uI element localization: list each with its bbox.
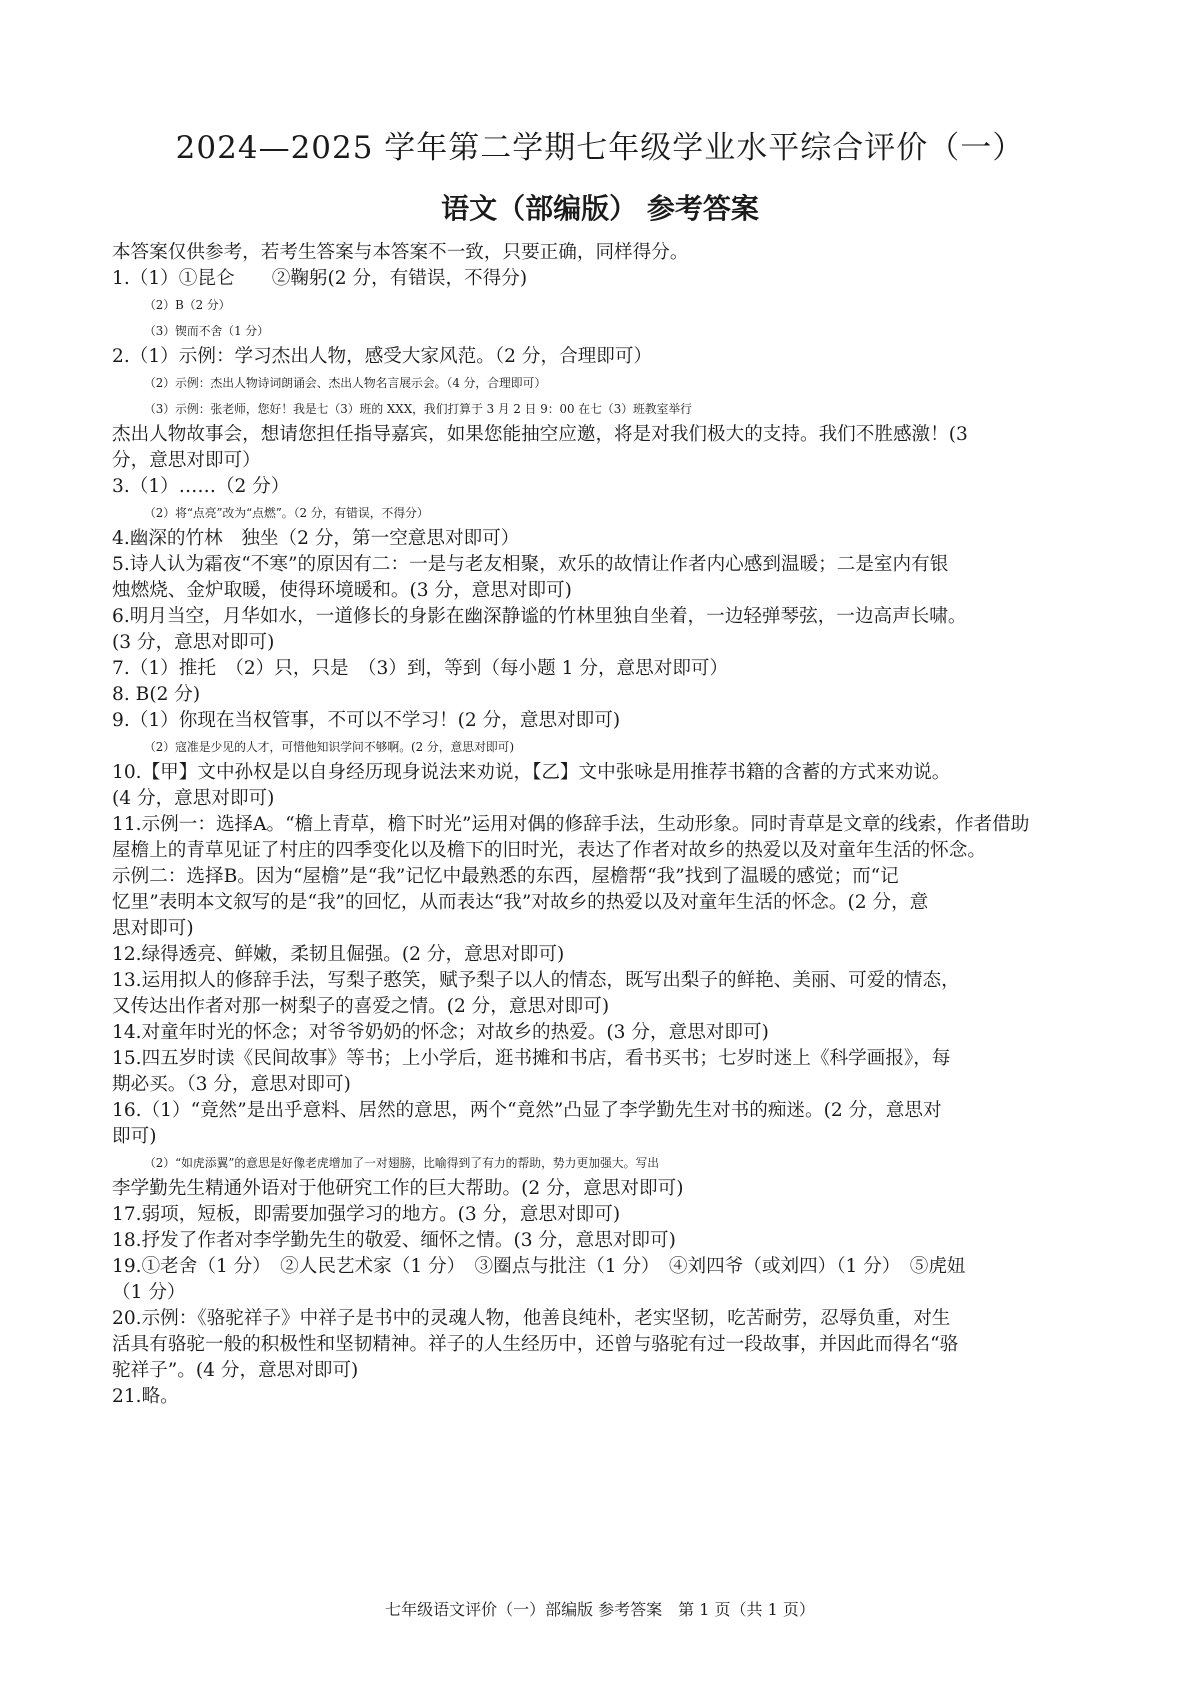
answer-line: 期必买。（3 分，意思对即可): [112, 1074, 351, 1095]
answer-line: 2.（1）示例：学习杰出人物，感受大家风范。（2 分，合理即可）: [112, 346, 653, 367]
answer-line: 思对即可): [112, 918, 194, 939]
page-subtitle: 语文（部编版） 参考答案: [441, 192, 759, 225]
answer-line: 7.（1）推托 （2）只，只是 （3）到，等到（每小题 1 分，意思对即可）: [112, 658, 729, 679]
answer-line: （1 分）: [112, 1282, 186, 1303]
answer-line: 6.明月当空，月华如水，一道修长的身影在幽深静谧的竹林里独自坐着，一边轻弹琴弦，一边高声长啸。: [112, 606, 967, 627]
answer-line: 分，意思对即可）: [112, 450, 261, 471]
answer-line: 21.略。: [112, 1386, 179, 1407]
answer-line: 14.对童年时光的怀念；对爷爷奶奶的怀念；对故乡的热爱。(3 分，意思对即可): [112, 1022, 769, 1043]
answer-line: 16.（1）“竟然”是出乎意料、居然的意思，两个“竟然”凸显了李学勤先生对书的痴迷。(2 分，意思对: [112, 1100, 942, 1121]
answer-line: （2）B（2 分）: [144, 298, 231, 312]
answer-line: 即可): [112, 1126, 157, 1147]
answer-line: （3）示例：张老师，您好！我是七（3）班的 XXX，我们打算于 3 月 2 日 9：00 在七（3）班教室举行: [144, 402, 692, 416]
answer-line: （2）将“点亮”改为“点燃”。（2 分，有错误，不得分）: [144, 506, 429, 520]
answer-line: 本答案仅供参考，若考生答案与本答案不一致，只要正确，同样得分。: [112, 242, 689, 263]
answer-line: 3.（1）……（2 分）: [112, 476, 290, 497]
answer-line: （3）锲而不舍（1 分）: [144, 324, 269, 338]
answer-line: 李学勤先生精通外语对于他研究工作的巨大帮助。(2 分，意思对即可): [112, 1178, 684, 1199]
answer-line: 9.（1）你现在当权管事，不可以不学习！(2 分，意思对即可): [112, 710, 621, 731]
answer-line: 19.①老舍（1 分） ②人民艺术家（1 分） ③圈点与批注（1 分） ④刘四爷（或刘四）（1 分） ⑤虎妞: [112, 1256, 966, 1277]
answer-line: 1.（1）①昆仑 ②鞠躬(2 分，有错误，不得分): [112, 268, 528, 289]
answer-content: [112, 240, 1097, 1410]
answer-line: 13.运用拟人的修辞手法，写梨子憨笑，赋予梨子以人的情态，既写出梨子的鲜艳、美丽、可爱的情态，: [112, 970, 960, 991]
page-title: 2024—2025 学年第二学期七年级学业水平综合评价（一）: [175, 130, 1025, 166]
answer-line: 20.示例：《骆驼祥子》中祥子是书中的灵魂人物，他善良纯朴，老实坚韧，吃苦耐劳，忍辱负重，对生: [112, 1308, 951, 1329]
answer-line: (4 分，意思对即可): [112, 788, 275, 809]
answer-line: 18.抒发了作者对李学勤先生的敬爱、缅怀之情。(3 分，意思对即可): [112, 1230, 676, 1251]
answer-line: （2）寇准是少见的人才，可惜他知识学问不够啊。(2 分，意思对即可): [144, 740, 515, 754]
answer-line: （2）“如虎添翼”的意思是好像老虎增加了一对翅膀，比喻得到了有力的帮助，势力更加强大。写出: [144, 1156, 660, 1170]
answer-line: 5.诗人认为霜夜“不寒”的原因有二：一是与老友相聚，欢乐的故情让作者内心感到温暖；二是室内有银: [112, 554, 949, 575]
answer-line: 忆里”表明本文叙写的是“我”的回忆，从而表达“我”对故乡的热爱以及对童年生活的怀念。(2 分，意: [112, 892, 929, 913]
answer-line: 4.幽深的竹林 独坐（2 分，第一空意思对即可）: [112, 528, 520, 549]
answer-line: 又传达出作者对那一树梨子的喜爱之情。(2 分，意思对即可): [112, 996, 610, 1017]
answer-line: 活具有骆驼一般的积极性和坚韧精神。祥子的人生经历中，还曾与骆驼有过一段故事，并因此而得名“骆: [112, 1334, 959, 1355]
answer-line: 烛燃烧、金炉取暖，使得环境暖和。(3 分，意思对即可): [112, 580, 572, 601]
answer-line: (3 分，意思对即可): [112, 632, 275, 653]
answer-line: 11.示例一：选择A。“檐上青草，檐下时光”运用对偶的修辞手法，生动形象。同时青草是文章的线索，作者借助: [112, 814, 1030, 835]
answer-line: 15.四五岁时读《民间故事》等书；上小学后，逛书摊和书店，看书买书；七岁时迷上《科学画报》，每: [112, 1048, 951, 1069]
answer-line: （2）示例：杰出人物诗词朗诵会、杰出人物名言展示会。（4 分，合理即可）: [144, 376, 547, 390]
answer-line: 驼祥子”。(4 分，意思对即可): [112, 1360, 359, 1381]
answer-line: 17.弱项，短板，即需要加强学习的地方。(3 分，意思对即可): [112, 1204, 621, 1225]
answer-line: 杰出人物故事会，想请您担任指导嘉宾，如果您能抽空应邀，将是对我们极大的支持。我们不胜感激！(3: [112, 424, 968, 445]
answer-line: 12.绿得透亮、鲜嫩，柔韧且倔强。(2 分，意思对即可): [112, 944, 565, 965]
answer-line: 10.【甲】文中孙权是以自身经历现身说法来劝说，【乙】文中张咏是用推荐书籍的含蓄的方式来劝说。: [112, 762, 951, 783]
page-footer: 七年级语文评价（一）部编版 参考答案 第 1 页（共 1 页）: [385, 1600, 815, 1619]
answer-line: 8. B(2 分): [112, 684, 201, 705]
answer-line: 示例二：选择B。因为“屋檐”是“我”记忆中最熟悉的东西，屋檐帮“我”找到了温暖的感觉；而“记: [112, 866, 899, 887]
answer-line: 屋檐上的青草见证了村庄的四季变化以及檐下的旧时光，表达了作者对故乡的热爱以及对童年生活的怀念。: [112, 840, 986, 861]
